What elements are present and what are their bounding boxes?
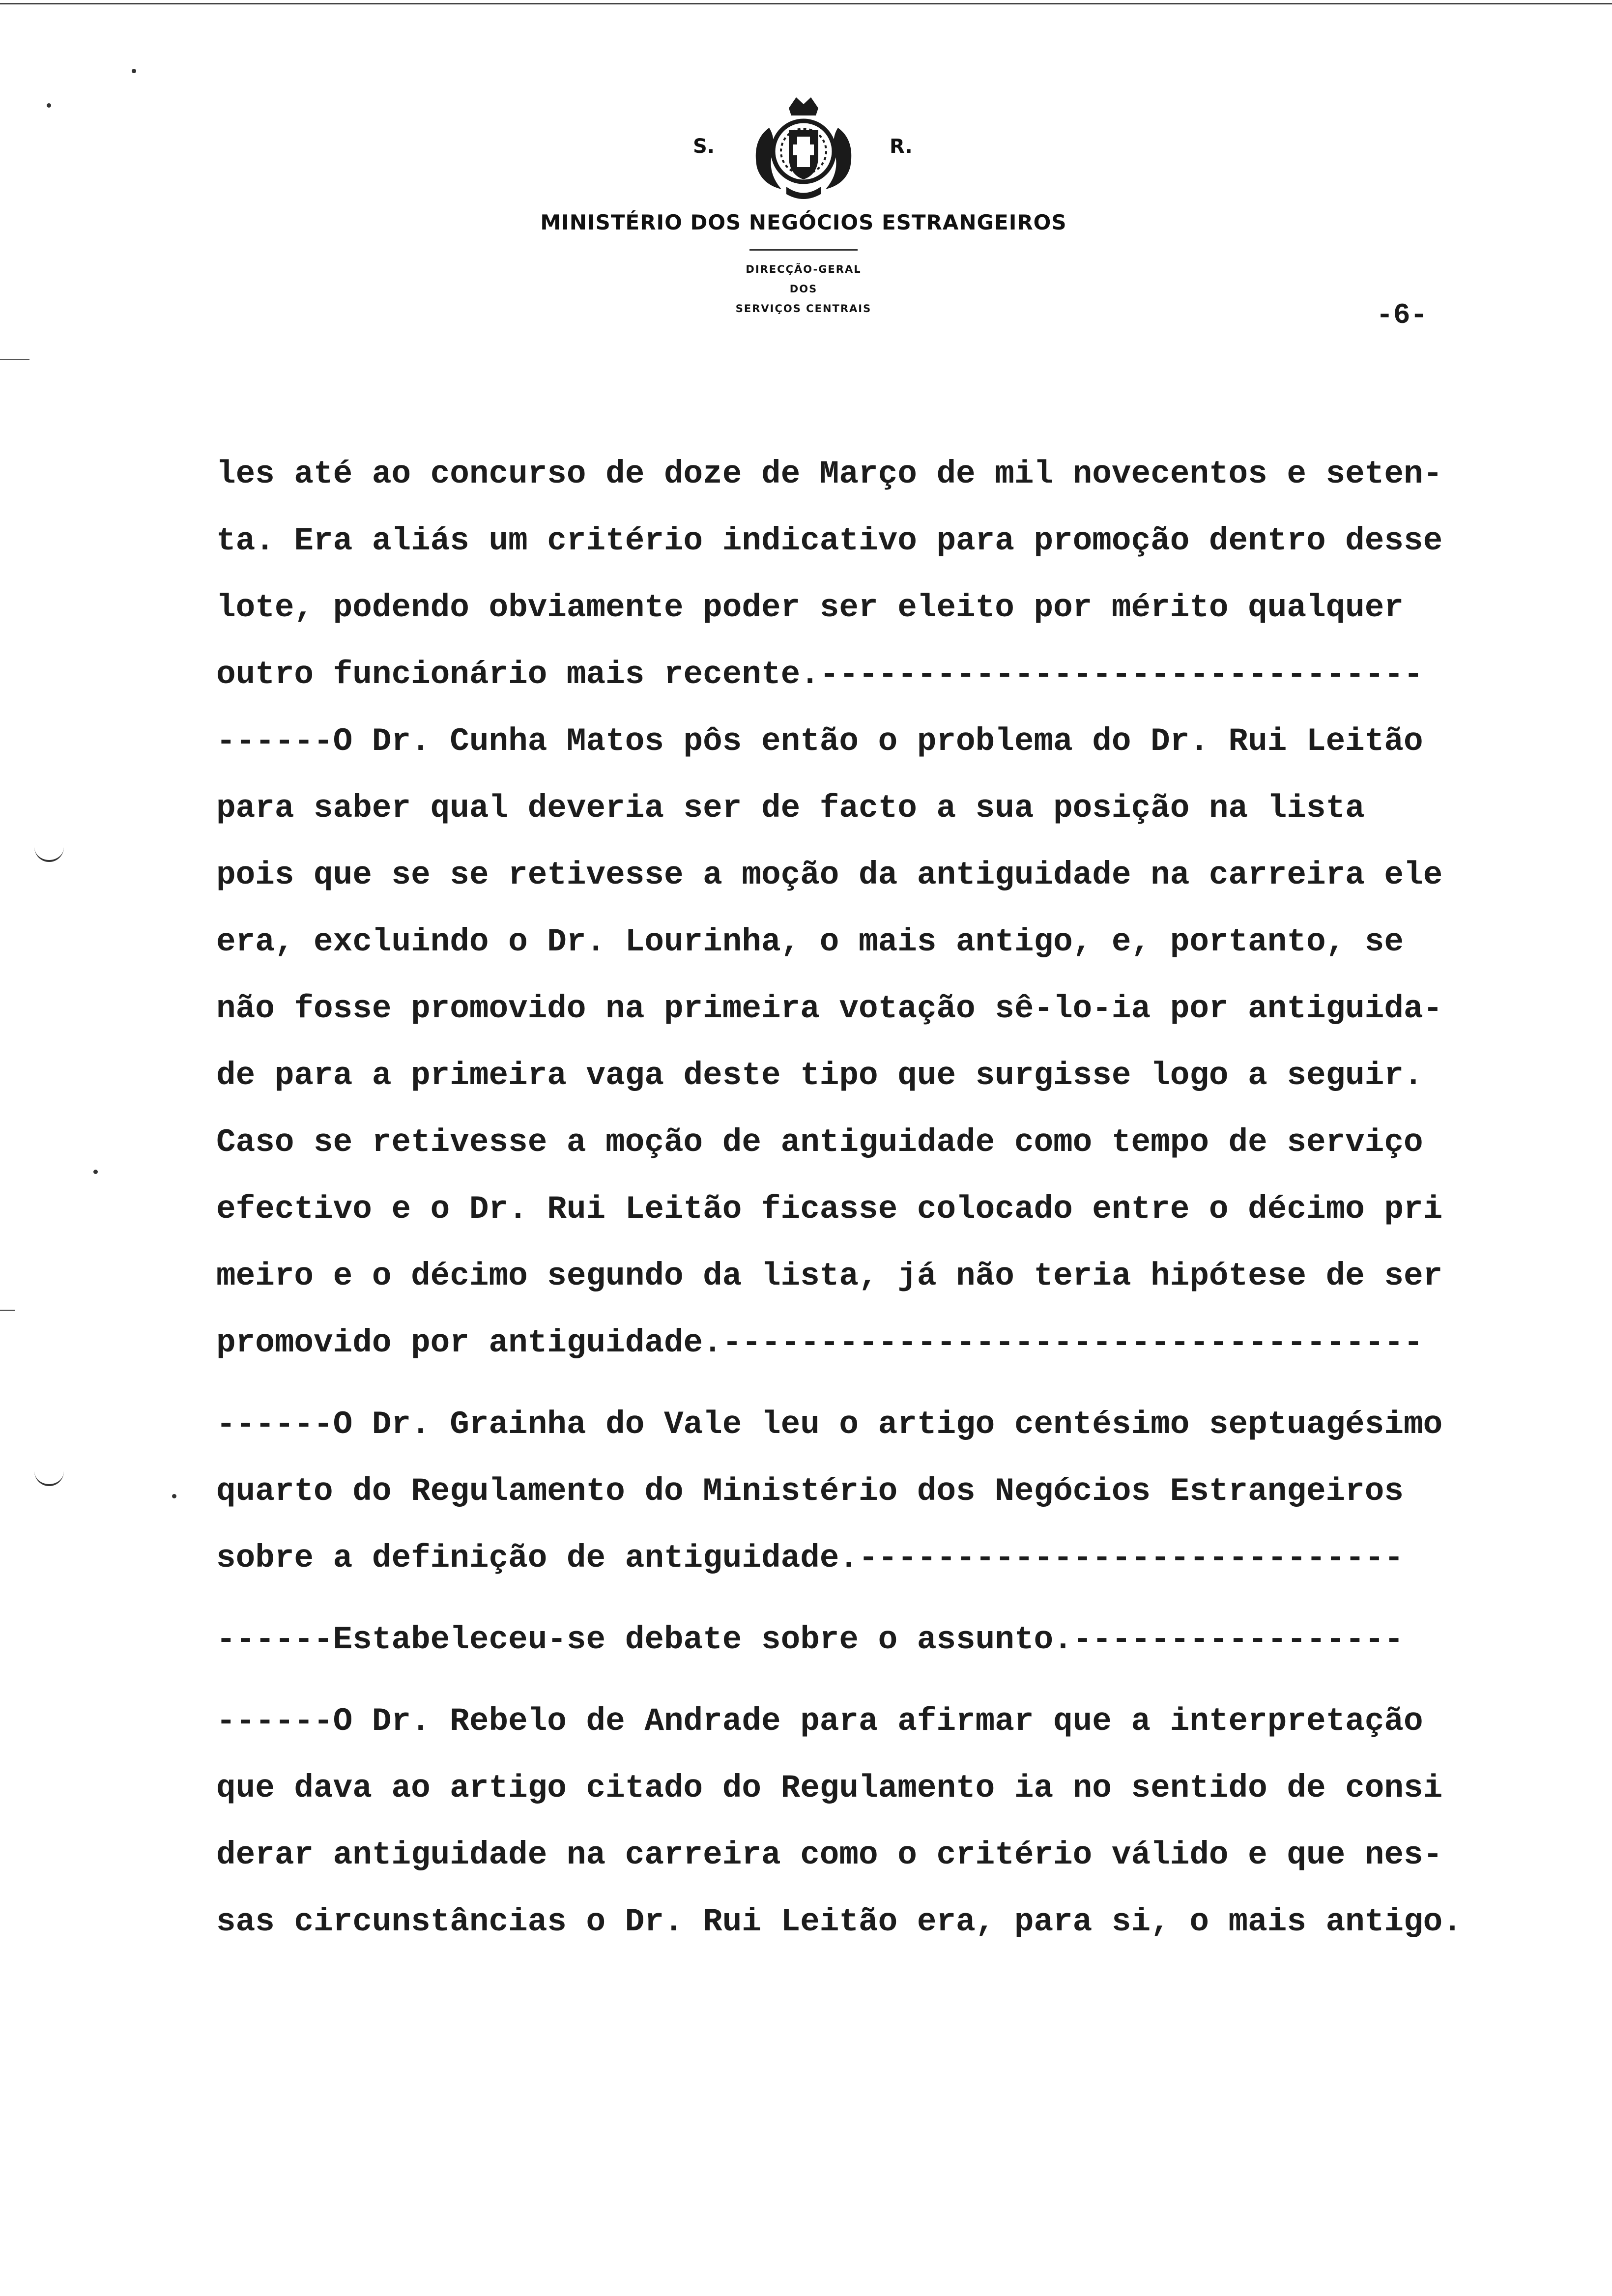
margin-speck (132, 69, 136, 73)
text-line: sas circunstâncias o Dr. Rui Leitão era, para si, o mais antigo. (216, 1903, 1462, 1940)
text-line: era, excluindo o Dr. Lourinha, o mais antigo, e, portanto, se (216, 923, 1404, 960)
department-line-1: DIRECÇÃO-GERAL (746, 263, 862, 275)
text-line: les até ao concurso de doze de Março de mil novecentos e seten- (216, 456, 1443, 492)
department-line-3: SERVIÇOS CENTRAIS (735, 303, 872, 315)
text-line: quarto do Regulamento do Ministério dos Negócios Estrangeiros (216, 1473, 1404, 1510)
margin-punch-mark (34, 845, 64, 862)
text-line: ------Estabeleceu-se debate sobre o assunto.----------------- (216, 1621, 1404, 1658)
emblem-row (506, 93, 1101, 206)
page-number: -6- (1376, 300, 1428, 332)
page-top-edge (0, 3, 1612, 4)
document-body (216, 457, 1519, 1972)
margin-dash (0, 1310, 15, 1311)
text-line: ta. Era aliás um critério indicativo para promoção dentro desse (216, 522, 1443, 559)
text-line: ------O Dr. Grainha do Vale leu o artigo centésimo septuagésimo (216, 1406, 1443, 1443)
letterhead-divider (749, 249, 858, 251)
coat-of-arms-icon (742, 93, 865, 201)
text-line: ------O Dr. Cunha Matos pôs então o problema do Dr. Rui Leitão (216, 723, 1423, 760)
text-line: efectivo e o Dr. Rui Leitão ficasse colocado entre o décimo pri (216, 1191, 1443, 1228)
letterhead-initial-s: S. (693, 135, 715, 158)
text-line: que dava ao artigo citado do Regulamento ia no sentido de consi (216, 1770, 1443, 1807)
text-line: lote, podendo obviamente poder ser eleito por mérito qualquer (216, 589, 1404, 626)
text-line: ------O Dr. Rebelo de Andrade para afirmar que a interpretação (216, 1703, 1423, 1740)
margin-speck (93, 1170, 98, 1174)
text-line: de para a primeira vaga deste tipo que surgisse logo a seguir. (216, 1057, 1423, 1094)
department-line-2: DOS (789, 283, 818, 295)
margin-speck (172, 1494, 176, 1498)
text-line: Caso se retivesse a moção de antiguidade como tempo de serviço (216, 1124, 1423, 1161)
text-line: derar antiguidade na carreira como o critério válido e que nes- (216, 1837, 1443, 1873)
text-line: pois que se se retivesse a moção da antiguidade na carreira ele (216, 857, 1443, 893)
text-line: não fosse promovido na primeira votação sê-lo-ia por antiguida- (216, 990, 1443, 1027)
letterhead (506, 93, 1101, 318)
text-line: outro funcionário mais recente.------------------------------- (216, 656, 1423, 693)
margin-punch-mark (34, 1469, 64, 1486)
margin-dash (0, 359, 29, 360)
margin-speck (47, 103, 51, 108)
text-line: promovido por antiguidade.------------------------------------ (216, 1324, 1423, 1361)
text-line: para saber qual deveria ser de facto a sua posição na lista (216, 790, 1365, 827)
text-line: sobre a definição de antiguidade.---------------------------- (216, 1540, 1404, 1577)
text-line: meiro e o décimo segundo da lista, já não teria hipótese de ser (216, 1258, 1443, 1294)
letterhead-initial-r: R. (890, 135, 913, 158)
ministry-name: MINISTÉRIO DOS NEGÓCIOS ESTRANGEIROS (540, 210, 1067, 234)
